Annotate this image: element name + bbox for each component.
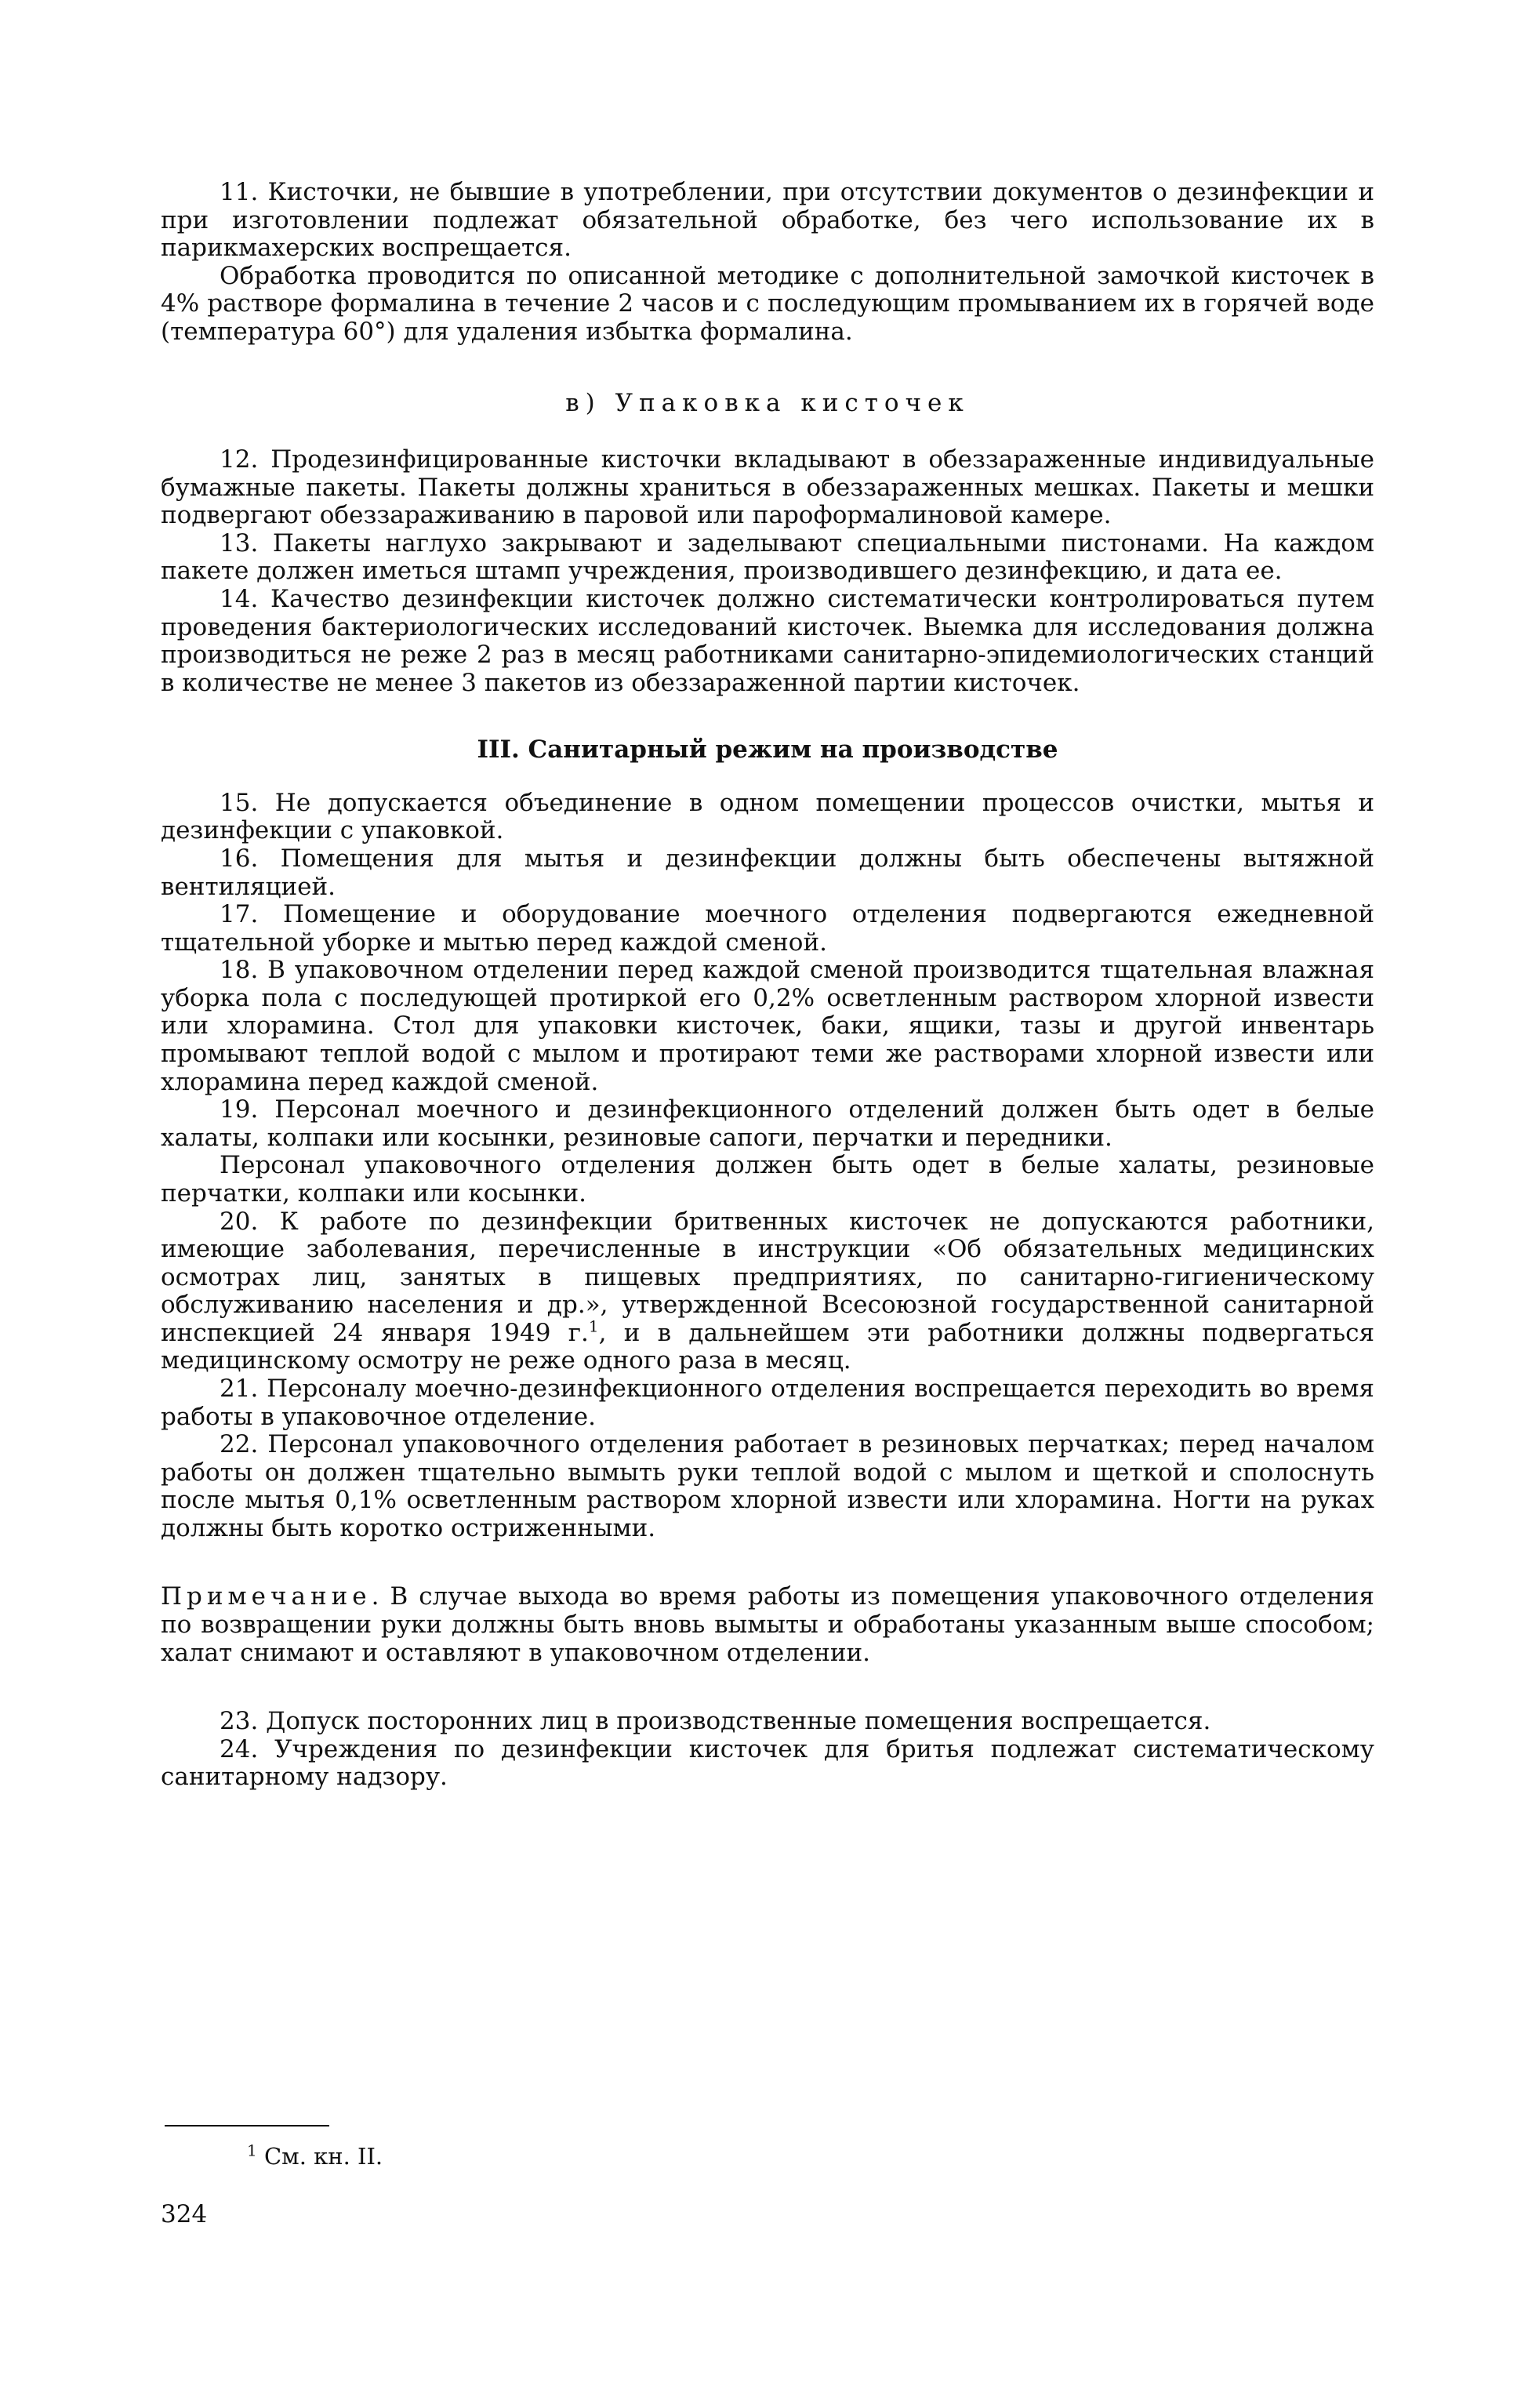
paragraph-20-text-a: 20. К работе по дезинфекции бритвенных кисточек не допускаются работники, имеющие заболевания, перечисленные в инструкции «Об обязательных медицинских осмотрах лиц, занятых в пищевых предприятиях, по санитарно-гигиеническому обслуживанию населения и др.», утвержденной Всесоюзной государственной санитарной инспекцией 24 января 1949 г.: [161, 1207, 1374, 1347]
paragraph-15: 15. Не допускается объединение в одном помещении процессов очистки, мытья и дезинфекции с упаковкой.: [161, 788, 1374, 845]
paragraph-22: 22. Персонал упаковочного отделения работает в резиновых перчатках; перед началом работы он должен тщательно вымыть руки теплой водой с мылом и щеткой и сполоснуть после мытья 0,1% осветленным раствором хлорной извести или хлорамина. Ногти на руках должны быть коротко остриженными.: [161, 1430, 1374, 1542]
page-number: 324: [161, 2200, 208, 2228]
paragraph-23: 23. Допуск посторонних лиц в производственные помещения воспрещается.: [220, 1707, 1211, 1736]
note-text: . В случае выхода во время работы из помещения упаковочного отделения по возвращении руки должны быть вновь вымыты и обработаны указанным выше способом; халат снимают и оставляют в упаковочном отделении.: [161, 1582, 1374, 1667]
note: [161, 1583, 1374, 1667]
paragraph-18: 18. В упаковочном отделении перед каждой сменой производится тщательная влажная уборка пола с последующей протиркой его 0,2% осветленным раствором хлорной извести или хлорамина. Стол для упаковки кисточек, баки, ящики, тазы и другой инвентарь промывают теплой водой с мылом и протирают теми же растворами хлорной извести или хлорамина перед каждой сменой.: [161, 956, 1374, 1096]
paragraph-19: 19. Персонал моечного и дезинфекционного отделений должен быть одет в белые халаты, колпаки или косынки, резиновые сапоги, перчатки и передники.: [161, 1095, 1374, 1152]
paragraph-11: 11. Кисточки, не бывшие в употреблении, при отсутствии документов о дезинфекции и при изготовлении подлежат обязательной обработке, без чего использование их в парикмахерских воспрещается.: [161, 178, 1374, 263]
paragraph-24: 24. Учреждения по дезинфекции кисточек для бритья подлежат систематическому санитарному надзору.: [161, 1734, 1374, 1792]
section-heading-packaging: в) Упаковка кисточек: [565, 389, 970, 418]
footnote-divider: [165, 2125, 329, 2127]
paragraph-20: [161, 1208, 1374, 1375]
paragraph-19-packaging-staff: Персонал упаковочного отделения должен быть одет в белые халаты, резиновые перчатки, колпаки или косынки.: [161, 1151, 1374, 1208]
footnote-reference: 1: [588, 1317, 599, 1336]
paragraph-20-text-b: , и в дальнейшем эти работники должны подвергаться медицинскому осмотру не реже одного раза в месяц.: [161, 1318, 1375, 1375]
paragraph-14: 14. Качество дезинфекции кисточек должно систематически контролироваться путем проведения бактериологических исследований кисточек. Выемка для исследования должна производиться не реже 2 раз в месяц работниками санитарно-эпидемиологических станций в количестве не менее 3 пакетов из обеззараженной партии кисточек.: [161, 584, 1374, 697]
footnote: [247, 2143, 383, 2170]
paragraph-11-processing: Обработка проводится по описанной методике с дополнительной замочкой кисточек в 4% растворе формалина в течение 2 часов и с последующим промыванием их в горячей воде (температура 60°) для удаления избытка формалина.: [161, 261, 1374, 346]
paragraph-12: 12. Продезинфицированные кисточки вкладывают в обеззараженные индивидуальные бумажные пакеты. Пакеты должны храниться в обеззараженных мешках. Пакеты и мешки подвергают обеззараживанию в паровой или пароформалиновой камере.: [161, 445, 1374, 530]
footnote-mark: 1: [247, 2141, 257, 2160]
paragraph-21: 21. Персоналу моечно-дезинфекционного отделения воспрещается переходить во время работы в упаковочное отделение.: [161, 1374, 1374, 1431]
note-title: Примечание: [161, 1582, 372, 1611]
paragraph-13: 13. Пакеты наглухо закрывают и заделывают специальными пистонами. На каждом пакете должен иметься штамп учреждения, производившего дезинфекцию, и дата ее.: [161, 528, 1374, 586]
paragraph-17: 17. Помещение и оборудование моечного отделения подвергаются ежедневной тщательной уборке и мытью перед каждой сменой.: [161, 900, 1374, 957]
document-body: [161, 179, 1374, 1792]
footnote-text: См. кн. II.: [256, 2143, 383, 2170]
paragraph-16: 16. Помещения для мытья и дезинфекции должны быть обеспечены вытяжной вентиляцией.: [161, 844, 1374, 901]
section-heading-sanitary-regime: III. Санитарный режим на производстве: [477, 735, 1058, 765]
